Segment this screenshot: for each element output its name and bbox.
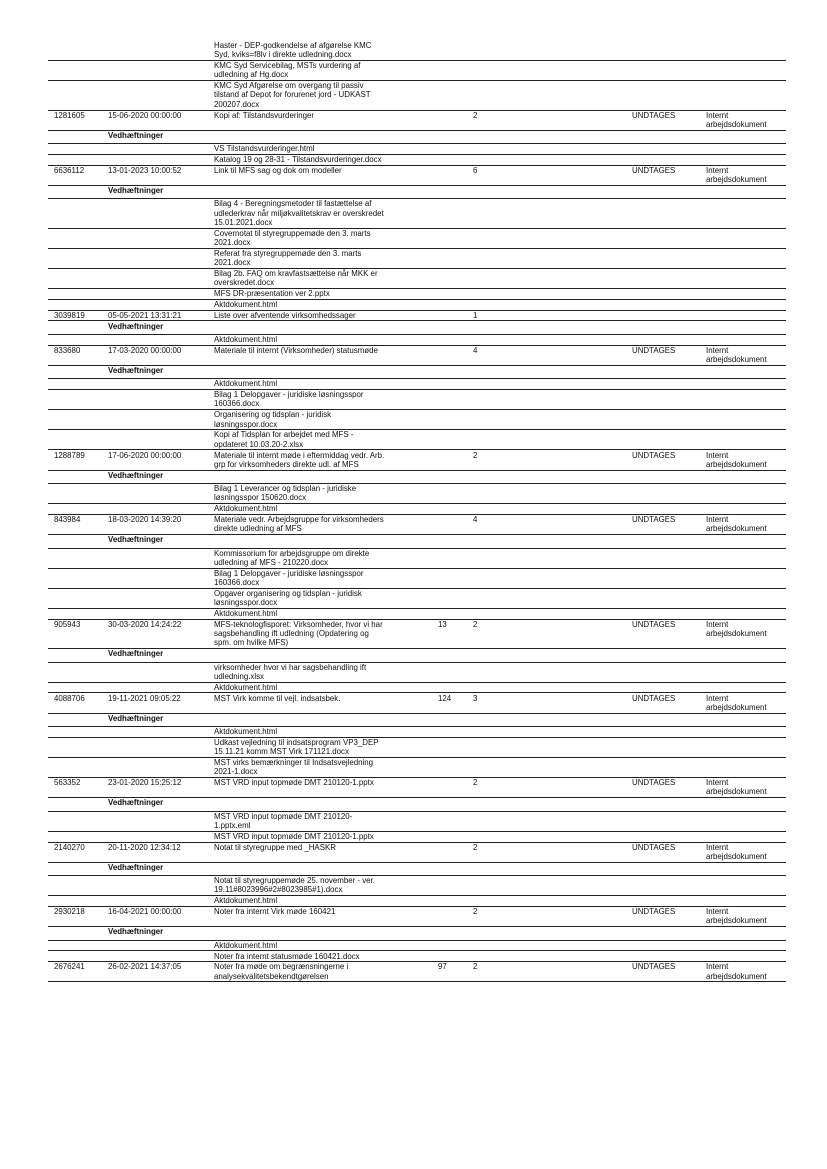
attachment-row: [48, 588, 786, 609]
attachment-row: [48, 757, 786, 778]
document-id: 6636112: [54, 165, 85, 175]
document-type: Internt arbejdsdokument: [706, 693, 767, 712]
page-count: 13: [438, 619, 447, 629]
document-date: 23-01-2020 15:25:12: [108, 778, 182, 788]
document-title: Noter fra møde om begrænsningerne i analysekvalitetsbekendtgørelsen: [214, 962, 349, 981]
attachment-row: [48, 811, 786, 832]
attachment-count: 3: [473, 693, 478, 703]
attachment-row: [48, 198, 786, 228]
attachment-title: Aktdokument.html: [214, 335, 278, 344]
document-title: MST VRD input topmøde DMT 210120-1.pptx: [214, 778, 374, 788]
attachment-count: 2: [473, 450, 478, 460]
attachment-title: Noter fra internt statusmøde 160421.docx: [214, 951, 360, 961]
attachment-title: Aktdokument.html: [214, 299, 278, 309]
status-label: UNDTAGES: [632, 450, 676, 460]
document-row: [48, 693, 786, 714]
status-label: UNDTAGES: [632, 907, 676, 917]
attachment-title: Aktdokument.html: [214, 504, 278, 514]
document-date: 20-11-2020 12:34:12: [108, 842, 181, 852]
page-count: 124: [438, 693, 452, 703]
attachments-label: Vedhæftninger: [108, 927, 164, 937]
attachment-title: KMC Syd Afgørelse om overgang til passiv tilstand af Depot for forurenet jord - UDKAST 200207.docx: [214, 81, 371, 109]
document-id: 563352: [54, 778, 81, 788]
document-title: Noter fra internt Virk møde 160421: [214, 907, 336, 917]
attachments-header-row: [48, 185, 786, 200]
attachment-count: 2: [473, 110, 478, 120]
attachment-row: [48, 483, 786, 504]
attachment-title: Aktdokument.html: [214, 896, 278, 906]
document-type: Internt arbejdsdokument: [706, 110, 767, 129]
attachments-header-row: [48, 862, 786, 877]
attachments-header-row: [48, 534, 786, 549]
document-row: [48, 619, 786, 649]
document-row: [48, 450, 786, 471]
attachment-row: [48, 548, 786, 569]
attachment-count: 1: [473, 310, 478, 320]
attachment-title: Kommissorium for arbejdsgruppe om direkte udledning af MFS - 210220.docx: [214, 548, 370, 567]
document-type: Internt arbejdsdokument: [706, 619, 767, 638]
attachment-title: MFS DR-præsentation ver 2.pptx: [214, 289, 330, 299]
attachments-label: Vedhæftninger: [108, 321, 164, 331]
attachment-title: Katalog 19 og 28-31 - Tilstandsvurderinger.docx: [214, 155, 382, 164]
attachment-count: 4: [473, 345, 478, 355]
document-id: 3039819: [54, 310, 85, 320]
document-date: 30-03-2020 14:24:22: [108, 619, 182, 629]
status-label: UNDTAGES: [632, 693, 676, 703]
document-type: Internt arbejdsdokument: [706, 165, 767, 185]
attachment-title: KMC Syd Servicebilag, MSTs vurdering af udledning af Hg.docx: [214, 61, 361, 80]
document-title: Kopi af: Tilstandsvurderinger: [214, 110, 315, 120]
attachment-row: [48, 568, 786, 589]
document-id: 1288789: [54, 450, 85, 460]
attachments-label: Vedhæftninger: [108, 649, 164, 659]
document-id: 4088706: [54, 693, 85, 703]
document-title: MFS-teknologfisporet: Virksomheder, hvor vi har sagsbehandling ift udledning (Opdatering og spm. om hvilke MFS): [214, 619, 383, 648]
attachments-header-row: [48, 470, 786, 485]
attachment-title: Haster - DEP-godkendelse af afgørelse KMC Syd, kviks=f8lv i direkte udledning.docx: [214, 41, 372, 60]
attachment-title: Organisering og tidsplan - juridisk løsningsspor.docx: [214, 410, 332, 429]
attachments-label: Vedhæftninger: [108, 130, 164, 140]
attachment-title: MST VRD input topmøde DMT 210120-1.pptx: [214, 831, 374, 841]
status-label: UNDTAGES: [632, 619, 676, 629]
attachments-header-row: [48, 321, 786, 336]
document-id: 1281605: [54, 110, 85, 120]
document-title: Materiale til internt møde i eftermiddag vedr. Arb. grp for virksomheders direkte udl. af MFS: [214, 450, 385, 469]
attachment-count: 2: [473, 842, 478, 852]
document-date: 13-01-2023 10:00:52: [108, 165, 182, 175]
document-row: [48, 514, 786, 535]
attachments-label: Vedhæftninger: [108, 798, 164, 808]
attachment-title: Covernotat til styregruppemøde den 3. marts 2021.docx: [214, 228, 371, 248]
document-date: 26-02-2021 14:37:05: [108, 962, 182, 972]
attachments-label: Vedhæftninger: [108, 365, 164, 375]
document-title: Materiale til internt (Virksomheder) statusmøde: [214, 345, 378, 355]
document-title: Liste over afventende virksomhedssager: [214, 310, 356, 320]
document-id: 833680: [54, 345, 81, 355]
document-date: 17-06-2020 00:00:00: [108, 450, 182, 460]
document-type: Internt arbejdsdokument: [706, 515, 767, 534]
document-row: [48, 961, 786, 982]
attachment-row: [48, 389, 786, 410]
attachment-row: [48, 429, 786, 450]
document-id: 2676241: [54, 962, 85, 972]
attachment-title: virksomheder hvor vi har sagsbehandling ift udledning.xlsx: [214, 662, 367, 681]
document-title: Link til MFS sag og dok om modeller: [214, 165, 342, 175]
attachment-title: Kopi af Tidsplan for arbejdet med MFS - opdateret 10.03.20-2.xlsx: [214, 430, 354, 449]
attachment-row: [48, 80, 786, 110]
document-row: [48, 110, 786, 131]
attachments-header-row: [48, 130, 786, 145]
document-id: 2930218: [54, 907, 85, 917]
document-row: [48, 345, 786, 366]
attachment-title: Aktdokument.html: [214, 682, 278, 692]
document-title: Notat til styregruppe med _HASKR: [214, 842, 336, 852]
document-id: 2140270: [54, 842, 85, 852]
attachment-row: [48, 737, 786, 758]
attachment-title: Udkast vejledning til indsatsprogram VP3_DEP 15.11.21 komm MST Virk 171121.docx: [214, 737, 379, 757]
attachments-label: Vedhæftninger: [108, 713, 164, 723]
document-row: [48, 165, 786, 186]
attachment-row: [48, 875, 786, 896]
attachment-row: [48, 268, 786, 289]
attachment-row: [48, 662, 786, 683]
document-row: [48, 906, 786, 927]
attachments-label: Vedhæftninger: [108, 185, 164, 195]
document-type: Internt arbejdsdokument: [706, 450, 767, 469]
attachment-title: Bilag 2b. FAQ om kravfastsættelse når MKK er overskredet.docx: [214, 269, 378, 288]
document-type: Internt arbejdsdokument: [706, 345, 767, 365]
attachment-count: 4: [473, 515, 478, 524]
attachments-header-row: [48, 797, 786, 812]
document-row: [48, 777, 786, 798]
attachments-header-row: [48, 713, 786, 728]
document-date: 05-05-2021 13:31:21: [108, 310, 182, 320]
status-label: UNDTAGES: [632, 345, 676, 355]
attachment-row: [48, 228, 786, 249]
attachment-count: 2: [473, 778, 478, 788]
attachment-title: Aktdokument.html: [214, 379, 278, 389]
document-id: 905943: [54, 619, 81, 629]
attachment-title: Referat fra styregruppemøde den 3. marts 2021.docx: [214, 248, 362, 268]
attachment-count: 2: [473, 962, 478, 972]
attachment-title: MST VRD input topmøde DMT 210120- 1.pptx.eml: [214, 811, 353, 830]
attachment-title: VS Tilstandsvurderinger.html: [214, 144, 315, 154]
status-label: UNDTAGES: [632, 165, 676, 175]
document-type: Internt arbejdsdokument: [706, 778, 767, 797]
document-title: MST Virk komme til vejl. indsatsbek.: [214, 693, 341, 703]
status-label: UNDTAGES: [632, 962, 676, 972]
attachment-count: 6: [473, 165, 478, 175]
status-label: UNDTAGES: [632, 515, 676, 524]
attachment-row: [48, 248, 786, 269]
attachments-header-row: [48, 365, 786, 380]
document-date: 17-03-2020 00:00:00: [108, 345, 182, 355]
attachments-header-row: [48, 648, 786, 663]
attachments-label: Vedhæftninger: [108, 535, 164, 545]
document-date: 16-04-2021 00:00:00: [108, 907, 182, 917]
attachments-label: Vedhæftninger: [108, 862, 164, 872]
document-date: 15-06-2020 00:00:00: [108, 110, 182, 120]
attachment-row: [48, 409, 786, 430]
attachment-count: 2: [473, 907, 478, 917]
document-type: Internt arbejdsdokument: [706, 962, 767, 981]
attachment-title: MST virks bemærkninger til Indsatsvejledning 2021-1.docx: [214, 758, 374, 777]
document-type: Internt arbejdsdokument: [706, 842, 767, 861]
attachment-title: Aktdokument.html: [214, 727, 278, 737]
attachment-title: Aktdokument.html: [214, 940, 278, 950]
page-count: 97: [438, 962, 447, 972]
attachment-title: Bilag 1 Delopgaver - juridiske løsningsspor 160366.docx: [214, 390, 364, 409]
document-title: Materiale vedr. Arbejdsgruppe for virksomheders direkte udledning af MFS: [214, 515, 384, 534]
status-label: UNDTAGES: [632, 842, 676, 852]
document-date: 18-03-2020 14:39:20: [108, 515, 182, 524]
attachments-label: Vedhæftninger: [108, 470, 164, 480]
attachment-row: [48, 60, 786, 81]
attachment-title: Notat til styregruppemøde 25. november - ver. 19.11#8023996#2#8023985#1).docx: [214, 876, 375, 895]
attachment-title: Opgaver organisering og tidsplan - juridisk løsningsspor.docx: [214, 588, 362, 608]
document-type: Internt arbejdsdokument: [706, 907, 767, 926]
attachment-title: Bilag 1 Delopgaver - juridiske løsningsspor 160366.docx: [214, 568, 364, 587]
attachment-title: Aktdokument.html: [214, 608, 278, 618]
attachment-title: Bilag 1 Leverancer og tidsplan - juridiske løsningsspor 150620.docx: [214, 484, 357, 503]
attachments-header-row: [48, 926, 786, 941]
attachment-count: 2: [473, 619, 478, 629]
document-row: [48, 842, 786, 863]
status-label: UNDTAGES: [632, 110, 676, 120]
status-label: UNDTAGES: [632, 778, 676, 788]
attachment-row: [48, 40, 786, 61]
attachment-title: Bilag 4 - Beregningsmetoder til fastættelse af udlederkrav når miljøkvalitetskrav er overskredet 15.01.2021.docx: [214, 199, 384, 227]
document-id: 843984: [54, 515, 81, 524]
document-date: 19-11-2021 09:05:22: [108, 693, 181, 703]
